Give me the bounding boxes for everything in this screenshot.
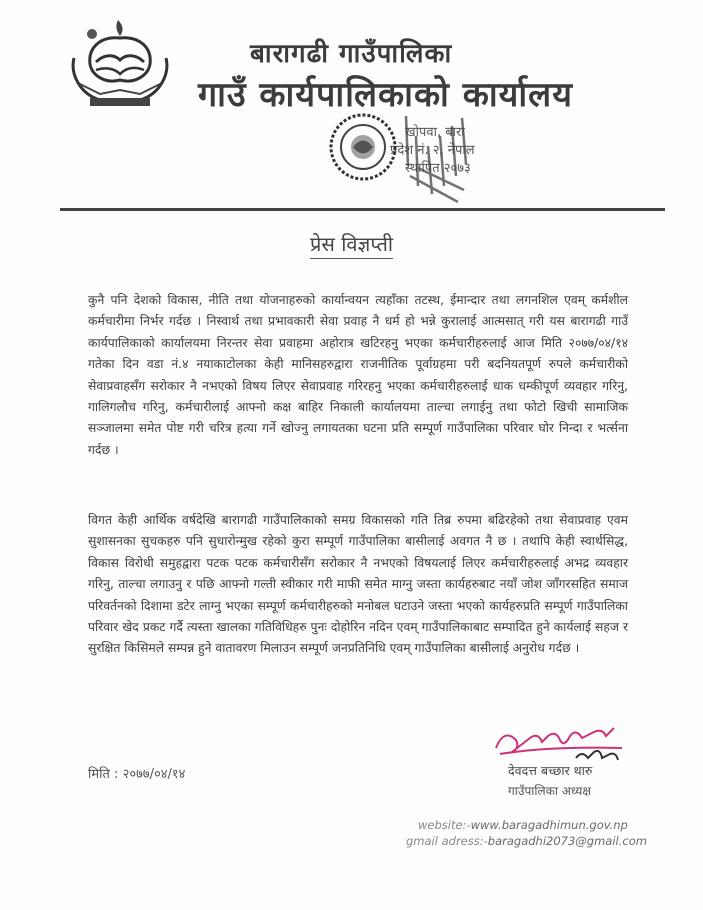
address-line-3: स्थापित २०७३ bbox=[405, 161, 471, 176]
email-link[interactable]: baragadhi2073@gmail.com bbox=[487, 834, 647, 848]
body-paragraph-2: विगत केही आर्थिक वर्षदेखि बारागढी गाउँपालिकाको समग्र विकासको गति तिब्र रुपमा बढिरहेको तथा सेवाप्रवाह एवम सुशासनका सुचकहरु पनि सुधारोन्मुख रहेको कुरा सम्पूर्ण गाउँपालिका बासीलाई अवगत नै छ । तथापि केही स्वार्थसिद्ध, विकास विरोधी समुहद्वारा पटक पटक कर्मचारीसँग सरोकार नै नभएको विषयलाई लिएर कर्मचारीहरुलाई अभद्र व्यवहार गरिनु, ताल्चा लगाउनु र पछि आफ्नो गल्ती स्वीकार गरी माफी समेत माग्नु जस्ता कार्यहरुबाट नयाँ जोश जाँगरसहित समाज परिवर्तनको दिशामा डटेर लाग्नु भएका सम्पूर्ण कर्मचारीहरुको मनोबल घटाउने जस्ता भएको कार्यहरुप्रति सम्पूर्ण गाउँपालिका परिवार खेद प्रकट गर्दै त्यस्ता खालका गतिविधिहरु पुनः दोहोरिन नदिन एवम् गाउँपालिकाबाट सम्पादित हुने कार्यलाई सहज र सुरक्षित किसिमले सम्पन्न हुने वातावरण मिलाउन सम्पूर्ण जनप्रतिनिधि एवम् गाउँपालिका बासीलाई अनुरोध गर्दछ । bbox=[88, 513, 628, 656]
address-line-2: प्रदेश नं. २, नेपाल bbox=[390, 143, 475, 158]
press-release-heading bbox=[0, 230, 703, 257]
website-link[interactable]: www.baragadhimun.gov.np bbox=[470, 818, 628, 832]
office-name: गाउँ कार्यपालिकाको कार्यालय bbox=[198, 75, 573, 115]
signer-name: देवदत्त बच्छार थारु bbox=[508, 763, 593, 778]
issue-date: मिति : २०७७/०४/१४ bbox=[88, 767, 186, 782]
website-line bbox=[418, 818, 628, 832]
nepal-emblem-logo bbox=[60, 14, 180, 110]
office-rubber-stamp-text bbox=[398, 106, 470, 206]
body-paragraph-1: कुनै पनि देशको विकास, नीति तथा योजनाहरुको कार्यान्वयन त्यहाँका तटस्थ, ईमान्दार तथा लगनशिल एवम् कर्मशील कर्मचारीमा निर्भर गर्दछ । निस्वार्थ तथा प्रभावकारी सेवा प्रवाह नै धर्म हो भन्ने कुरालाई आत्मसात् गरी यस बारागढी गाउँ कार्यपालिकाको कार्यालयमा निरन्तर सेवा प्रवाहमा अहोरात्र खटिरहनु भएका कर्मचारीहरुलाई आज मिति २०७७/०४/१४ गतेका दिन वडा नं.४ नयाकाटोलका केही मानिसहरुद्वारा राजनीतिक पूर्वाग्रहमा परी बदनियतपूर्ण रुपले कर्मचारीको सेवाप्रवाहसँग सरोकार नै नभएको विषय लिएर सेवाप्रवाह गरिरहनु भएका कर्मचारीहरुलाई धाक धम्कीपूर्ण व्यवहार गरिनु, गालिगलौच गरिनु, कर्मचारीलाई आफ्नो कक्ष बाहिर निकाली कार्यालयमा ताल्चा लगाईनु तथा फोटो खिची सामाजिक सञ्जालमा समेत पोष्ट गरी चरित्र हत्या गर्ने खोज्नु लगायतका घटना प्रति सम्पूर्ण गाउँपालिका परिवार घोर निन्दा र भर्त्सना गर्दछ । bbox=[88, 293, 628, 457]
email-line bbox=[406, 834, 647, 848]
signer-designation: गाउँपालिका अध्यक्ष bbox=[508, 784, 591, 798]
municipality-name: बारागढी गाउँपालिका bbox=[250, 39, 453, 69]
website-label: website:- bbox=[418, 818, 471, 832]
header-divider bbox=[60, 208, 665, 211]
office-round-stamp bbox=[328, 112, 398, 182]
handwritten-signature bbox=[490, 718, 630, 766]
email-label: gmail adress:- bbox=[406, 834, 488, 848]
address-line-1: खोपवा, बारा bbox=[405, 125, 465, 140]
heading-text: प्रेस विज्ञप्ती bbox=[310, 232, 393, 259]
